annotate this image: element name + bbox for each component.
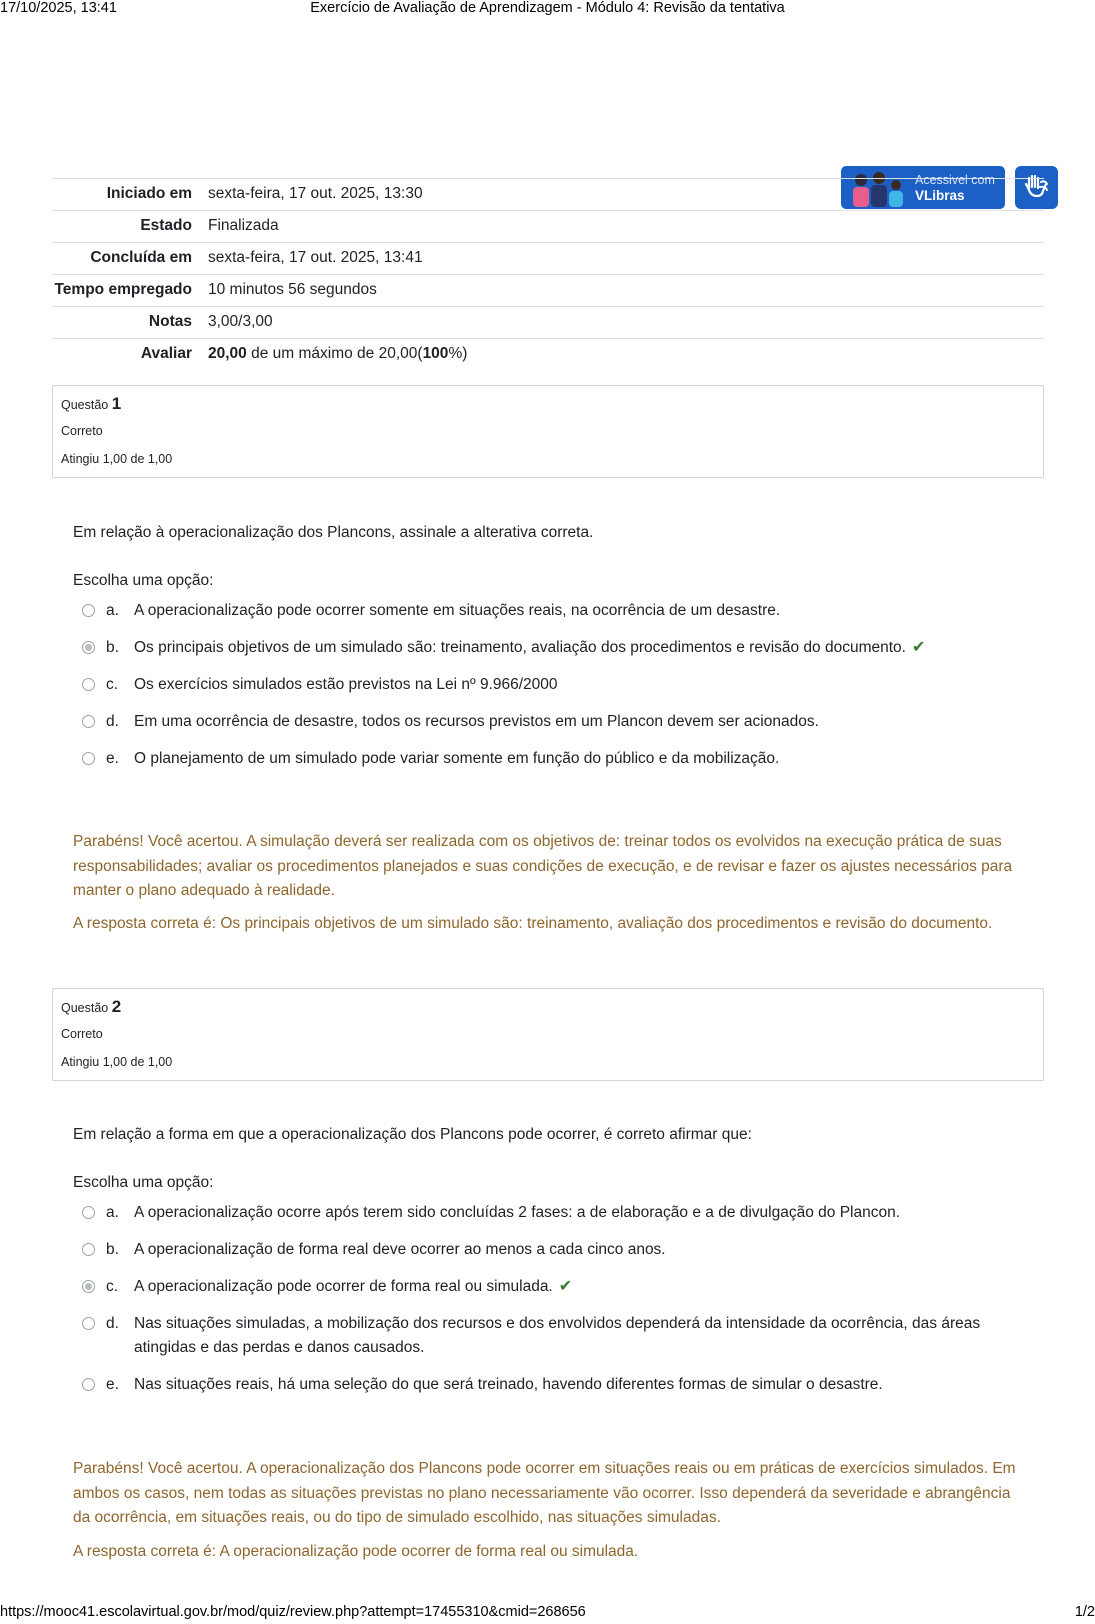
radio-button[interactable] [82, 604, 95, 617]
summary-value [208, 343, 1044, 365]
radio-button[interactable] [82, 1317, 95, 1330]
question-number-value: 2 [111, 997, 122, 1016]
radio-button[interactable] [82, 1378, 95, 1391]
summary-label: Avaliar [140, 345, 192, 362]
correct-check-icon: ✔ [911, 639, 926, 656]
question-state: Correto [61, 424, 103, 438]
answer-letter: a. [106, 602, 119, 619]
print-page-number: 1/2 [1074, 1604, 1095, 1620]
summary-label: Tempo empregado [54, 281, 192, 298]
radio-button[interactable] [82, 1206, 95, 1219]
answer-text: A operacionalização pode ocorrer somente em situações reais, na ocorrência de um desastre. [134, 602, 781, 619]
question-label: Questão [61, 1001, 109, 1015]
summary-value: sexta-feira, 17 out. 2025, 13:30 [208, 185, 423, 202]
summary-row-marks [52, 306, 1044, 338]
question-grade: Atingiu 1,00 de 1,00 [61, 452, 173, 466]
answer-letter: b. [106, 1241, 119, 1258]
answer-letter: e. [106, 1376, 119, 1393]
answer-text: Nas situações simuladas, a mobilização dos recursos e dos envolvidos dependerá da intensidade da ocorrência, das áreas atingidas e das perdas e danos causados. [134, 1315, 981, 1356]
print-title: Exercício de Avaliação de Aprendizagem - Módulo 4: Revisão da tentativa [310, 0, 785, 16]
answer-text: Os exercícios simulados estão previstos na Lei nº 9.966/2000 [134, 676, 558, 693]
print-footer [0, 1602, 1095, 1624]
answer-letter: b. [106, 639, 119, 656]
grade-mid: de um máximo de 20,00( [246, 345, 423, 362]
radio-button[interactable] [82, 715, 95, 728]
summary-label: Notas [148, 313, 192, 330]
summary-row-time-taken [52, 274, 1044, 306]
correct-check-icon: ✔ [558, 1278, 573, 1295]
vlibras-line2: VLibras [915, 188, 965, 203]
print-date: 17/10/2025, 13:41 [0, 0, 117, 16]
answer-prompt: Escolha uma opção: [73, 1174, 214, 1191]
summary-label: Iniciado em [106, 185, 192, 202]
question-number [61, 997, 121, 1017]
answer-prompt: Escolha uma opção: [73, 572, 214, 589]
answer-text: Nas situações reais, há uma seleção do que será treinado, havendo diferentes formas de simular o desastre. [134, 1376, 883, 1393]
question-number [61, 394, 121, 414]
question-text: Em relação a forma em que a operacionalização dos Plancons pode ocorrer, é correto afirmar que: [73, 1126, 752, 1143]
right-answer: A resposta correta é: A operacionalização pode ocorrer de forma real ou simulada. [73, 1543, 639, 1560]
answer-text: Os principais objetivos de um simulado são: treinamento, avaliação dos procedimentos e revisão do documento. [134, 639, 906, 656]
vlibras-line1: Acessivel com [915, 173, 995, 187]
question-grade: Atingiu 1,00 de 1,00 [61, 1055, 173, 1069]
answer-letter: e. [106, 750, 119, 767]
radio-button[interactable] [82, 678, 95, 691]
grade-end: %) [448, 345, 468, 362]
general-feedback: Parabéns! Você acertou. A operacionalização dos Plancons pode ocorrer em situações reais ou em práticas de exercícios simulados. Em ambos os casos, nem todas as situações previstas no plano necessariamente vão ocorrer. Isso dependerá da severidade e abrangência da ocorrência, em situações reais, ou do tipo de simulado escolhido, nas situações simuladas. [73, 1460, 1016, 1526]
summary-value: Finalizada [208, 217, 279, 234]
answer-text: A operacionalização ocorre após terem sido concluídas 2 fases: a de elaboração e a de divulgação do Plancon. [134, 1204, 901, 1221]
answer-letter: c. [106, 676, 119, 693]
summary-label: Concluída em [90, 249, 192, 266]
radio-button[interactable] [82, 1243, 95, 1256]
general-feedback: Parabéns! Você acertou. A simulação deverá ser realizada com os objetivos de: treinar todos os evolvidos na execução prática de suas responsabilidades; avaliar os procedimentos planejados e suas condições de execução, e de revisar e fazer os ajustes necessários para manter o plano adequado à realidade. [73, 833, 1013, 899]
answer-text: Em uma ocorrência de desastre, todos os recursos previstos em um Plancon devem ser acionados. [134, 713, 819, 730]
answer-text: O planejamento de um simulado pode variar somente em função do público e da mobilização. [134, 750, 780, 767]
answer-text-wrap [134, 636, 1014, 660]
right-answer: A resposta correta é: Os principais objetivos de um simulado são: treinamento, avaliação dos procedimentos e revisão do documento. [73, 915, 993, 932]
summary-value: sexta-feira, 17 out. 2025, 13:41 [208, 249, 423, 266]
radio-button[interactable] [82, 752, 95, 765]
grade-percent: 100 [422, 345, 449, 362]
attempt-summary-table [52, 178, 1044, 370]
print-url: https://mooc41.escolavirtual.gov.br/mod/quiz/review.php?attempt=17455310&cmid=268656 [0, 1604, 586, 1620]
summary-row-grade [52, 338, 1044, 370]
print-header [0, 0, 1095, 20]
radio-button-checked[interactable] [82, 1280, 95, 1293]
summary-label: Estado [140, 217, 192, 234]
question-info-box [52, 385, 1044, 478]
question-state: Correto [61, 1027, 103, 1041]
answer-letter: c. [106, 1278, 119, 1295]
summary-row-started [52, 178, 1044, 210]
radio-button-checked[interactable] [82, 641, 95, 654]
answer-text-wrap [134, 1275, 1014, 1299]
grade-score: 20,00 [208, 345, 247, 362]
summary-row-completed [52, 242, 1044, 274]
question-label: Questão [61, 398, 109, 412]
question-text: Em relação à operacionalização dos Plancons, assinale a alterativa correta. [73, 524, 594, 541]
answer-letter: d. [106, 1315, 119, 1332]
summary-row-state [52, 210, 1044, 242]
answer-letter: d. [106, 713, 119, 730]
answer-text: A operacionalização de forma real deve ocorrer ao menos a cada cinco anos. [134, 1241, 666, 1258]
question-number-value: 1 [111, 394, 122, 413]
summary-value: 10 minutos 56 segundos [208, 281, 377, 298]
summary-value: 3,00/3,00 [208, 313, 273, 330]
answer-text: A operacionalização pode ocorrer de forma real ou simulada. [134, 1278, 553, 1295]
answer-letter: a. [106, 1204, 119, 1221]
question-info-box [52, 988, 1044, 1081]
